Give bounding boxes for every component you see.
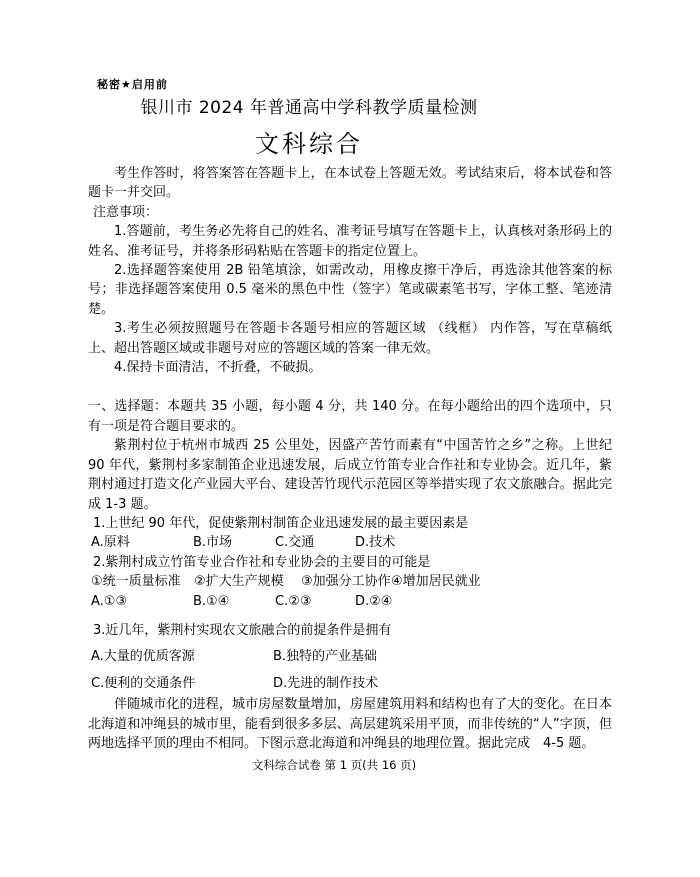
question-3 xyxy=(88,621,612,695)
question-2-options xyxy=(88,592,612,611)
note-item-1: 1.答题前，考生务必先将自己的姓名、准考证号填写在答题卡上，认真核对条形码上的姓名、准考证号，并将条形码粘贴在答题卡的指定位置上。 xyxy=(88,224,612,259)
sub-option-4: ④增加居民就业 xyxy=(391,574,481,590)
note-item-2: 2.选择题答案使用 2B 铅笔填涂，如需改动，用橡皮擦干净后，再选涂其他答案的标号；非选择题答案使用 0.5 毫米的黑色中性（签字）笔或碳素笔书写，字体工整、笔迹清楚。 xyxy=(88,263,612,317)
notes-title: 注意事项： xyxy=(93,204,159,220)
option-c: C.交通 xyxy=(275,535,315,551)
question-2-sub-options xyxy=(88,572,612,591)
sub-option-3: ③加强分工协作 xyxy=(301,574,391,590)
note-item-4: 4.保持卡面清洁，不折叠，不破损。 xyxy=(114,360,322,376)
sub-option-1: ①统一质量标准 xyxy=(91,574,181,590)
exam-body xyxy=(88,164,612,754)
question-3-options-row-2 xyxy=(88,672,612,695)
sub-option-2: ②扩大生产规模 xyxy=(194,574,284,590)
option-c: C.②③ xyxy=(275,593,312,609)
passage-2: 伴随城市化的进程，城市房屋数量增加，房屋建筑用料和结构也有了大的变化。在日本北海道和冲绳县的城市里，能看到很多多层、高层建筑采用平顶，而非传统的“人”字顶，但两地选择平顶的理由不相同。下图示意北海道和冲绳县的地理位置。据此完成 4-5 题。 xyxy=(88,697,612,752)
security-label: 秘密★启用前 xyxy=(97,78,168,91)
option-d: D.②④ xyxy=(355,593,393,609)
page-footer: 文科综合试卷 第 1 页(共 16 页) xyxy=(251,758,417,772)
exam-header xyxy=(48,93,570,159)
note-item-3: 3.考生必须按照题号在答题卡各题号相应的答题区域 （线框） 内作答，写在草稿纸上、超出答题区域或非题号对应的答题区域的答案一律无效。 xyxy=(88,321,612,356)
question-2-stem: 2.紫荆村成立竹笛专业合作社和专业协会的主要目的可能是 xyxy=(93,554,431,570)
option-b: B.①④ xyxy=(193,593,230,609)
option-b: B.独特的产业基础 xyxy=(273,649,378,665)
exam-subject: 文科综合 xyxy=(255,130,363,158)
intro-paragraph: 考生作答时，将答案答在答题卡上，在本试卷上答题无效。考试结束后，将本试卷和答题卡一并交回。 xyxy=(88,166,612,201)
question-3-options-row-1 xyxy=(88,645,612,668)
section-title: 一、选择题：本题共 35 小题，每小题 4 分，共 140 分。在每小题给出的四个选项中，只有一项是符合题目要求的。 xyxy=(88,399,612,434)
question-1-stem: 1.上世纪 90 年代，促使紫荆村制笛企业迅速发展的最主要因素是 xyxy=(93,515,469,531)
option-a: A.①③ xyxy=(91,593,128,609)
option-a: A.原料 xyxy=(91,535,130,551)
option-a: A.大量的优质客源 xyxy=(91,649,195,665)
option-c: C.便利的交通条件 xyxy=(91,676,196,692)
question-2 xyxy=(88,553,612,611)
option-b: B.市场 xyxy=(193,535,233,551)
option-d: D.技术 xyxy=(355,535,396,551)
question-1 xyxy=(88,514,612,553)
option-d: D.先进的制作技术 xyxy=(273,676,379,692)
passage-1: 紫荆村位于杭州市城西 25 公里处，因盛产苦竹而素有“中国苦竹之乡”之称。上世纪 90 年代，紫荆村多家制笛企业迅速发展，后成立竹笛专业合作社和专业协会。近几年，紫荆村通过打造文化产业园大平台、建设苦竹现代示范园区等举措实现了农文旅融合。据此完成 1-3 题。 xyxy=(88,438,612,512)
exam-title: 银川市 2024 年普通高中学科教学质量检测 xyxy=(140,98,478,118)
question-1-options xyxy=(88,533,612,552)
question-3-stem: 3.近几年，紫荆村实现农文旅融合的前提条件是拥有 xyxy=(93,622,392,638)
